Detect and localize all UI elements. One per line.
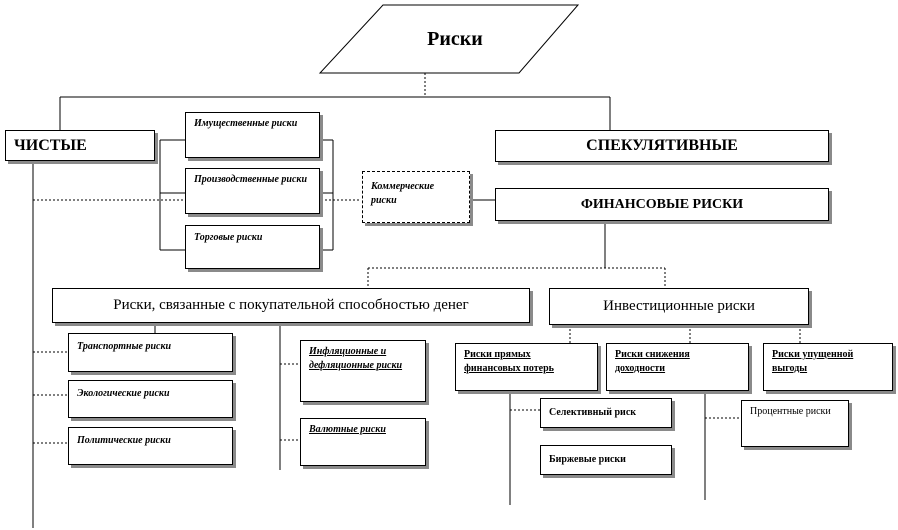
inflation-risks-box: Инфляционные и дефляционные риски (300, 340, 426, 402)
lost-profit-risks-box: Риски упущенной выгоды (763, 343, 893, 391)
production-risks-box: Производственные риски (185, 168, 320, 214)
interest-risks-box: Процентные риски (741, 400, 849, 447)
property-risks-box: Имущественные риски (185, 112, 320, 158)
financial-risks-box: ФИНАНСОВЫЕ РИСКИ (495, 188, 829, 221)
trade-risks-box: Торговые риски (185, 225, 320, 269)
transport-risks-box: Транспортные риски (68, 333, 233, 372)
clean-risks-box: ЧИСТЫЕ (5, 130, 155, 161)
currency-risks-box: Валютные риски (300, 418, 426, 466)
profitability-decrease-risks-box: Риски снижения доходности (606, 343, 749, 391)
direct-losses-risks-box: Риски прямых финансовых потерь (455, 343, 598, 391)
investment-risks-box: Инвестиционные риски (549, 288, 809, 325)
ecological-risks-box: Экологические риски (68, 380, 233, 418)
selective-risk-box: Селективный риск (540, 398, 672, 428)
political-risks-box: Политические риски (68, 427, 233, 465)
purchasing-power-risks-box: Риски, связанные с покупательной способностью денег (52, 288, 530, 323)
root-label: Риски (427, 27, 483, 50)
commercial-risks-box: Коммерческие риски (362, 171, 470, 223)
exchange-risks-box: Биржевые риски (540, 445, 672, 475)
speculative-risks-box: СПЕКУЛЯТИВНЫЕ (495, 130, 829, 162)
